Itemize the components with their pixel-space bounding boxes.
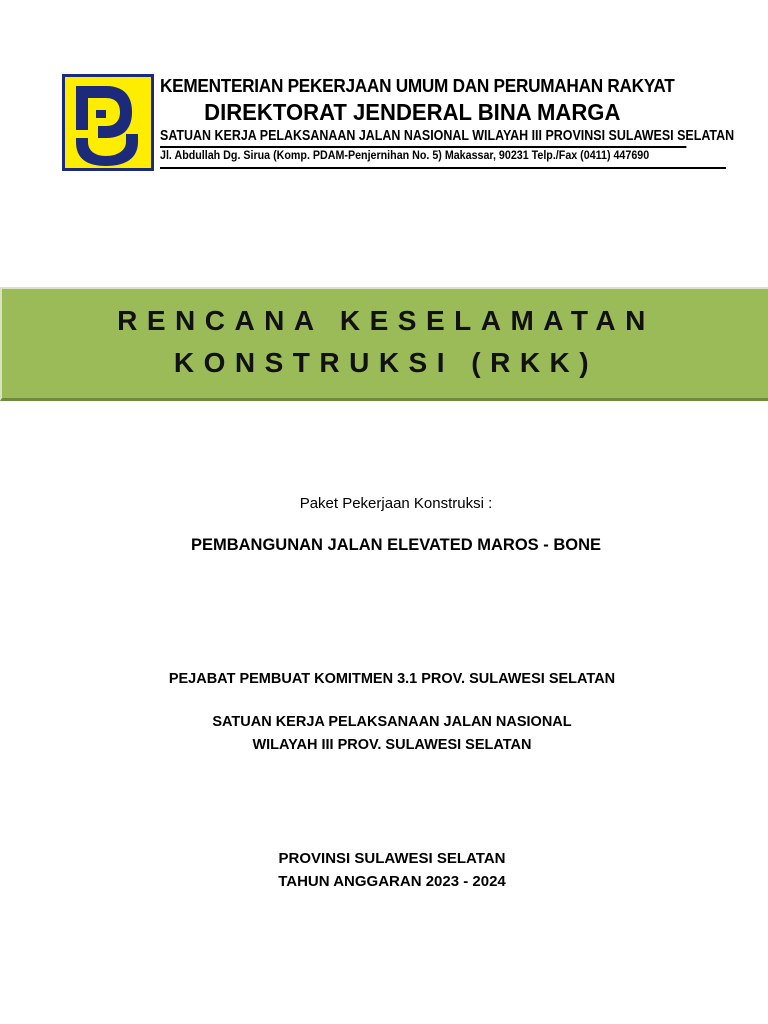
letterhead-text xyxy=(160,74,735,163)
province-name: PROVINSI SULAWESI SELATAN xyxy=(278,850,506,867)
unit-name: SATUAN KERJA PELAKSANAAN JALAN NASIONAL WILAYAH III PROVINSI SULAWESI SELATAN xyxy=(160,128,735,144)
title-banner xyxy=(0,287,768,401)
fiscal-year: TAHUN ANGGARAN 2023 - 2024 xyxy=(278,873,506,890)
pupr-logo-icon xyxy=(62,74,154,171)
pupr-logo xyxy=(62,74,154,171)
package-label: Paket Pekerjaan Konstruksi : xyxy=(299,495,493,512)
package-name: PEMBANGUNAN JALAN ELEVATED MAROS - BONE xyxy=(190,536,602,554)
document-title-line2: KONSTRUKSI (RKK) xyxy=(173,347,599,378)
document-title-line1: RENCANA KESELAMATAN xyxy=(117,305,655,336)
work-unit-line2: WILAYAH III PROV. SULAWESI SELATAN xyxy=(252,737,532,753)
commitment-official: PEJABAT PEMBUAT KOMITMEN 3.1 PROV. SULAWESI SELATAN xyxy=(168,671,616,687)
ministry-name: KEMENTERIAN PEKERJAAN UMUM DAN PERUMAHAN RAKYAT xyxy=(160,75,675,96)
office-address: Jl. Abdullah Dg. Sirua (Komp. PDAM-Penjernihan No. 5) Makassar, 90231 Telp./Fax (0411) 447690 xyxy=(160,146,686,163)
letterhead xyxy=(62,74,735,172)
work-unit-line1: SATUAN KERJA PELAKSANAAN JALAN NASIONAL xyxy=(212,714,572,730)
directorate-name: DIREKTORAT JENDERAL BINA MARGA xyxy=(204,99,621,125)
letterhead-divider xyxy=(160,167,726,169)
